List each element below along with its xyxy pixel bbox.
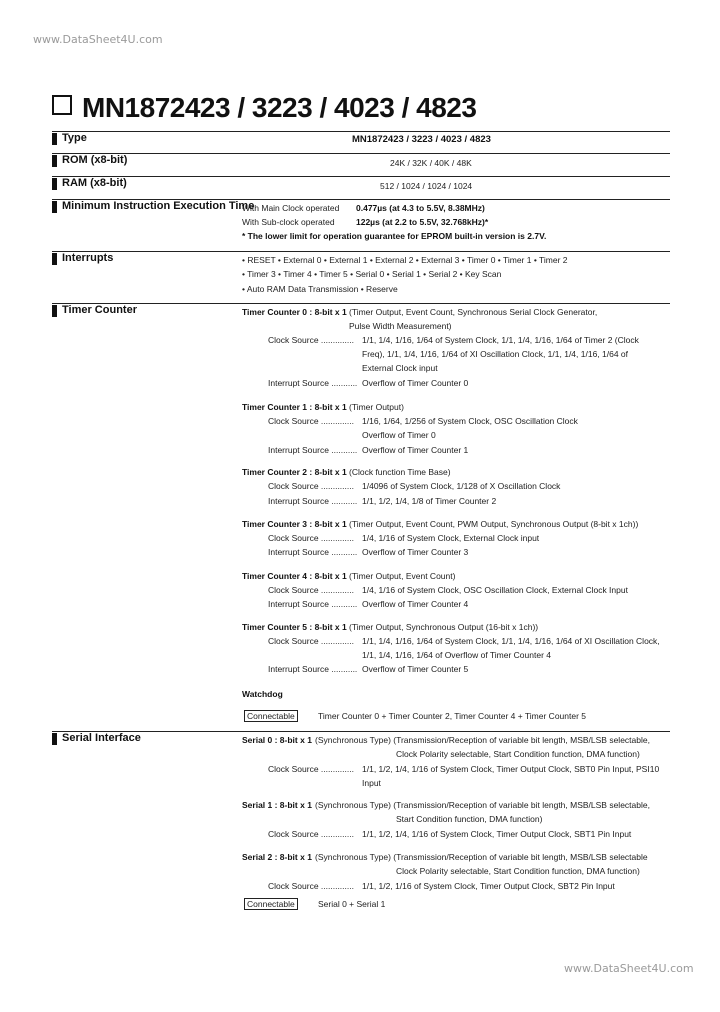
timer3-heading: Timer Counter 3 : 8-bit x 1 <box>242 519 347 529</box>
page-title <box>52 92 476 124</box>
serial1-heading: Serial 1 : 8-bit x 1 <box>242 800 312 810</box>
serial0-clock-1: 1/1, 1/2, 1/4, 1/16 of System Clock, Timer Output Clock, SBT0 Pin Input, PSI10 <box>362 764 660 774</box>
watermark-bottom: www.DataSheet4U.com <box>564 962 694 975</box>
timer2-interrupt-label: Interrupt Source ........... <box>268 496 358 506</box>
timer0-description: (Timer Output, Event Count, Synchronous Serial Clock Generator, <box>349 307 598 317</box>
serial0-clock-2: Input <box>362 778 381 788</box>
timer4-interrupt: Overflow of Timer Counter 4 <box>362 599 469 609</box>
interrupts-line-2: • Timer 3 • Timer 4 • Timer 5 • Serial 0 • Serial 1 • Serial 2 • Key Scan <box>242 269 502 279</box>
timer2-description: (Clock function Time Base) <box>349 467 451 477</box>
rom-label: ROM (x8-bit) <box>62 154 128 166</box>
type-label: Type <box>62 132 87 144</box>
timer3-clock: 1/4, 1/16 of System Clock, External Clock input <box>362 533 540 543</box>
interrupts-line-3: • Auto RAM Data Transmission • Reserve <box>242 284 398 294</box>
type-value: MN1872423 / 3223 / 4023 / 4823 <box>352 134 491 145</box>
timer5-clock-1: 1/1, 1/4, 1/16, 1/64 of System Clock, 1/1, 1/4, 1/16, 1/64 of XI Oscillation Clock, <box>362 636 660 646</box>
serial0-description: (Synchronous Type) (Transmission/Reception of variable bit length, MSB/LSB selectable, <box>315 735 650 745</box>
section-serial-interface <box>52 731 670 922</box>
interrupts-label: Interrupts <box>62 252 114 264</box>
timer0-heading: Timer Counter 0 : 8-bit x 1 <box>242 307 347 317</box>
timer-connectable-tag: Connectable <box>244 710 298 722</box>
timer0-interrupt-label: Interrupt Source ........... <box>268 378 358 388</box>
min-exec-label: Minimum Instruction Execution Time <box>62 200 255 212</box>
section-marker-icon <box>52 178 57 190</box>
timer0-clock-2: Freq), 1/1, 1/4, 1/16, 1/64 of XI Oscillation Clock, 1/1, 1/4, 1/16, 1/64 of <box>362 349 629 359</box>
timer5-clock-2: 1/1, 1/4, 1/16, 1/64 of Overflow of Timer Counter 4 <box>362 650 551 660</box>
timer1-heading: Timer Counter 1 : 8-bit x 1 <box>242 402 347 412</box>
timer4-clock-label: Clock Source .............. <box>268 585 354 595</box>
timer3-interrupt: Overflow of Timer Counter 3 <box>362 547 469 557</box>
section-marker-icon <box>52 201 57 213</box>
timer-connectable-desc: Timer Counter 0 + Timer Counter 2, Timer Counter 4 + Timer Counter 5 <box>318 711 587 721</box>
serial-connectable-tag: Connectable <box>244 898 298 910</box>
timer0-clock-1: 1/1, 1/4, 1/16, 1/64 of System Clock, 1/1, 1/4, 1/16, 1/64 of Timer 2 (Clock <box>362 335 639 345</box>
serial1-clock: 1/1, 1/2, 1/4, 1/16 of System Clock, Timer Output Clock, SBT1 Pin Input <box>362 829 632 839</box>
timer5-interrupt: Overflow of Timer Counter 5 <box>362 664 469 674</box>
serial0-description-2: Clock Polarity selectable, Start Condition function, DMA function) <box>396 749 640 759</box>
main-clock-value: 0.477µs (at 4.3 to 5.5V, 8.38MHz) <box>356 203 485 213</box>
timer5-heading: Timer Counter 5 : 8-bit x 1 <box>242 622 347 632</box>
serial2-heading: Serial 2 : 8-bit x 1 <box>242 852 312 862</box>
timer4-interrupt-label: Interrupt Source ........... <box>268 599 358 609</box>
timer5-clock-label: Clock Source .............. <box>268 636 354 646</box>
timer1-description: (Timer Output) <box>349 402 404 412</box>
timer3-interrupt-label: Interrupt Source ........... <box>268 547 358 557</box>
timer3-clock-label: Clock Source .............. <box>268 533 354 543</box>
serial1-clock-label: Clock Source .............. <box>268 829 354 839</box>
timer0-interrupt: Overflow of Timer Counter 0 <box>362 378 469 388</box>
timer0-clock-label: Clock Source .............. <box>268 335 354 345</box>
timer2-clock-label: Clock Source .............. <box>268 481 354 491</box>
interrupts-line-1: • RESET • External 0 • External 1 • External 2 • External 3 • Timer 0 • Timer 1 • Timer 2 <box>242 255 568 265</box>
ram-value: 512 / 1024 / 1024 / 1024 <box>380 181 473 191</box>
serial-connectable-desc: Serial 0 + Serial 1 <box>318 899 386 909</box>
watermark-top: www.DataSheet4U.com <box>33 33 163 46</box>
timer1-clock-label: Clock Source .............. <box>268 416 354 426</box>
timer1-interrupt-label: Interrupt Source ........... <box>268 445 358 455</box>
timer-counter-label: Timer Counter <box>62 304 137 316</box>
timer3-description: (Timer Output, Event Count, PWM Output, Synchronous Output (8-bit x 1ch)) <box>349 519 639 529</box>
serial0-heading: Serial 0 : 8-bit x 1 <box>242 735 312 745</box>
sub-clock-value: 122µs (at 2.2 to 5.5V, 32.768kHz)* <box>356 217 489 227</box>
serial1-description: (Synchronous Type) (Transmission/Reception of variable bit length, MSB/LSB selectable, <box>315 800 650 810</box>
ram-label: RAM (x8-bit) <box>62 177 127 189</box>
timer4-description: (Timer Output, Event Count) <box>349 571 456 581</box>
timer2-heading: Timer Counter 2 : 8-bit x 1 <box>242 467 347 477</box>
timer1-clock-1: 1/16, 1/64, 1/256 of System Clock, OSC Oscillation Clock <box>362 416 578 426</box>
section-ram <box>52 176 670 199</box>
timer4-clock: 1/4, 1/16 of System Clock, OSC Oscillation Clock, External Clock Input <box>362 585 628 595</box>
page-title-text: MN1872423 / 3223 / 4023 / 4823 <box>82 92 477 123</box>
timer1-interrupt: Overflow of Timer Counter 1 <box>362 445 469 455</box>
section-marker-icon <box>52 253 57 265</box>
timer5-interrupt-label: Interrupt Source ........... <box>268 664 358 674</box>
section-marker-icon <box>52 133 57 145</box>
timer5-description: (Timer Output, Synchronous Output (16-bit x 1ch)) <box>349 622 539 632</box>
sub-clock-label: With Sub-clock operated <box>242 217 335 227</box>
section-marker-icon <box>52 733 57 745</box>
timer2-clock: 1/4096 of System Clock, 1/128 of X Oscillation Clock <box>362 481 561 491</box>
serial0-clock-label: Clock Source .............. <box>268 764 354 774</box>
serial1-description-2: Start Condition function, DMA function) <box>396 814 543 824</box>
timer2-interrupt: 1/1, 1/2, 1/4, 1/8 of Timer Counter 2 <box>362 496 497 506</box>
timer1-clock-2: Overflow of Timer 0 <box>362 430 436 440</box>
section-timer-counter <box>52 303 670 730</box>
serial2-clock-label: Clock Source .............. <box>268 881 354 891</box>
section-rom <box>52 153 670 176</box>
section-marker-icon <box>52 305 57 317</box>
serial-interface-label: Serial Interface <box>62 732 141 744</box>
watchdog-heading: Watchdog <box>242 689 283 699</box>
serial2-clock: 1/1, 1/2, 1/16 of System Clock, Timer Output Clock, SBT2 Pin Input <box>362 881 615 891</box>
timer0-clock-3: External Clock input <box>362 363 438 373</box>
rom-value: 24K / 32K / 40K / 48K <box>390 158 472 168</box>
serial2-description-2: Clock Polarity selectable, Start Condition function, DMA function) <box>396 866 640 876</box>
serial2-description: (Synchronous Type) (Transmission/Reception of variable bit length, MSB/LSB selectable <box>315 852 648 862</box>
timer4-heading: Timer Counter 4 : 8-bit x 1 <box>242 571 347 581</box>
checkbox-square-icon <box>52 95 72 115</box>
eprom-note: * The lower limit for operation guarantee for EPROM built-in version is 2.7V. <box>242 231 547 241</box>
main-clock-label: With Main Clock operated <box>242 203 340 213</box>
timer0-description-2: Pulse Width Measurement) <box>349 321 452 331</box>
section-marker-icon <box>52 155 57 167</box>
